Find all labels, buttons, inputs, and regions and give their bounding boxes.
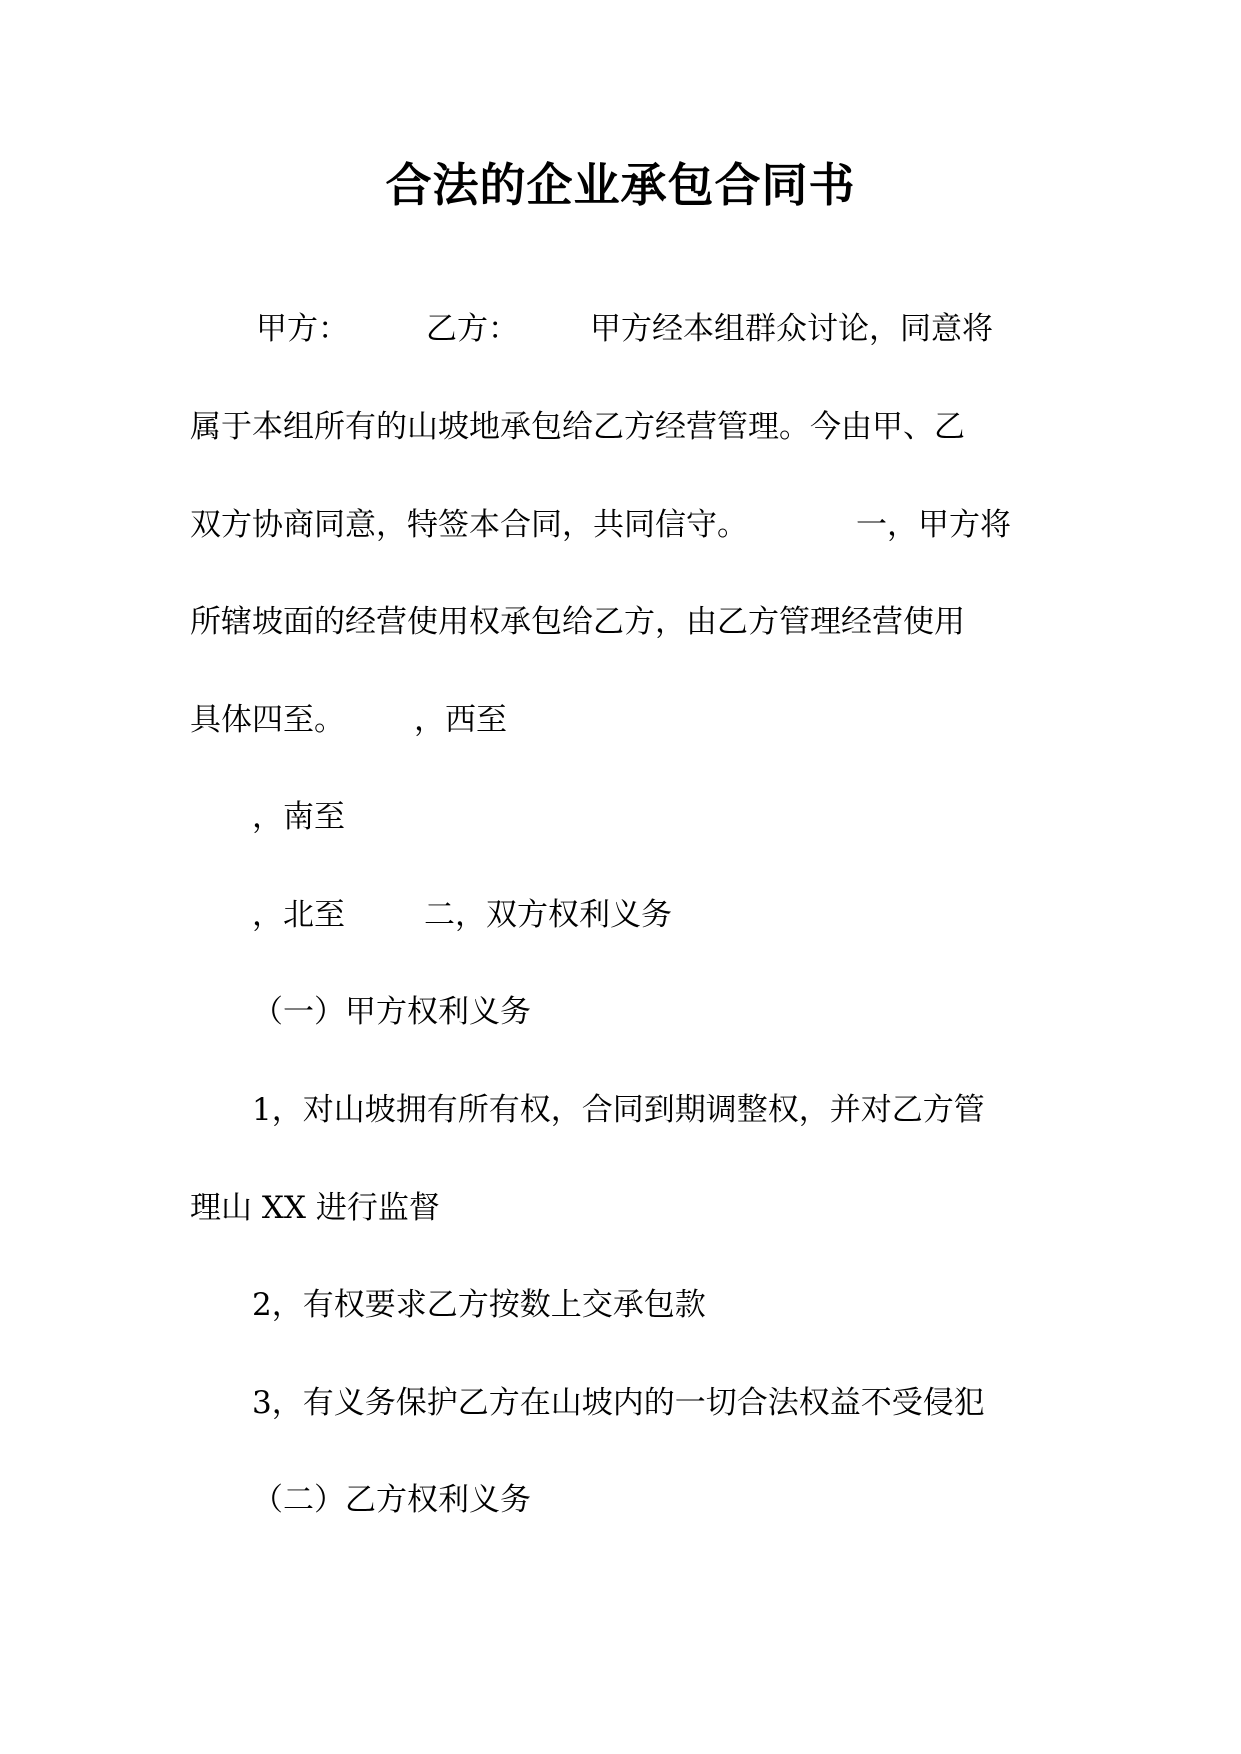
- paragraph-text: 理山 XX 进行监督: [190, 1190, 440, 1226]
- subsection-heading: （二）乙方权利义务: [252, 1482, 531, 1518]
- list-item: 1，对山坡拥有所有权，合同到期调整权，并对乙方管: [252, 1092, 985, 1128]
- clause-one-start: 一，甲方将: [856, 507, 1011, 543]
- list-item: 3，有义务保护乙方在山坡内的一切合法权益不受侵犯: [252, 1385, 985, 1421]
- north-boundary-label: ，北至: [252, 897, 345, 933]
- boundaries-label: 具体四至。: [190, 702, 345, 738]
- paragraph-text: 属于本组所有的山坡地承包给乙方经营管理。今由甲、乙: [190, 409, 965, 445]
- paragraph-text: 所辖坡面的经营使用权承包给乙方，由乙方管理经营使用: [190, 604, 965, 640]
- party-b-label: 乙方：: [426, 311, 519, 347]
- list-item: 2，有权要求乙方按数上交承包款: [252, 1287, 706, 1323]
- subsection-heading: （一）甲方权利义务: [252, 994, 531, 1030]
- west-boundary-label: ，西至: [414, 702, 507, 738]
- document-title: 合法的企业承包合同书: [385, 158, 856, 212]
- south-boundary-label: ，南至: [252, 799, 345, 835]
- party-a-label: 甲方：: [256, 311, 349, 347]
- paragraph-text: 双方协商同意，特签本合同，共同信守。: [190, 507, 748, 543]
- section-heading: 二，双方权利义务: [424, 897, 672, 933]
- paragraph-text: 甲方经本组群众讨论，同意将: [590, 311, 993, 347]
